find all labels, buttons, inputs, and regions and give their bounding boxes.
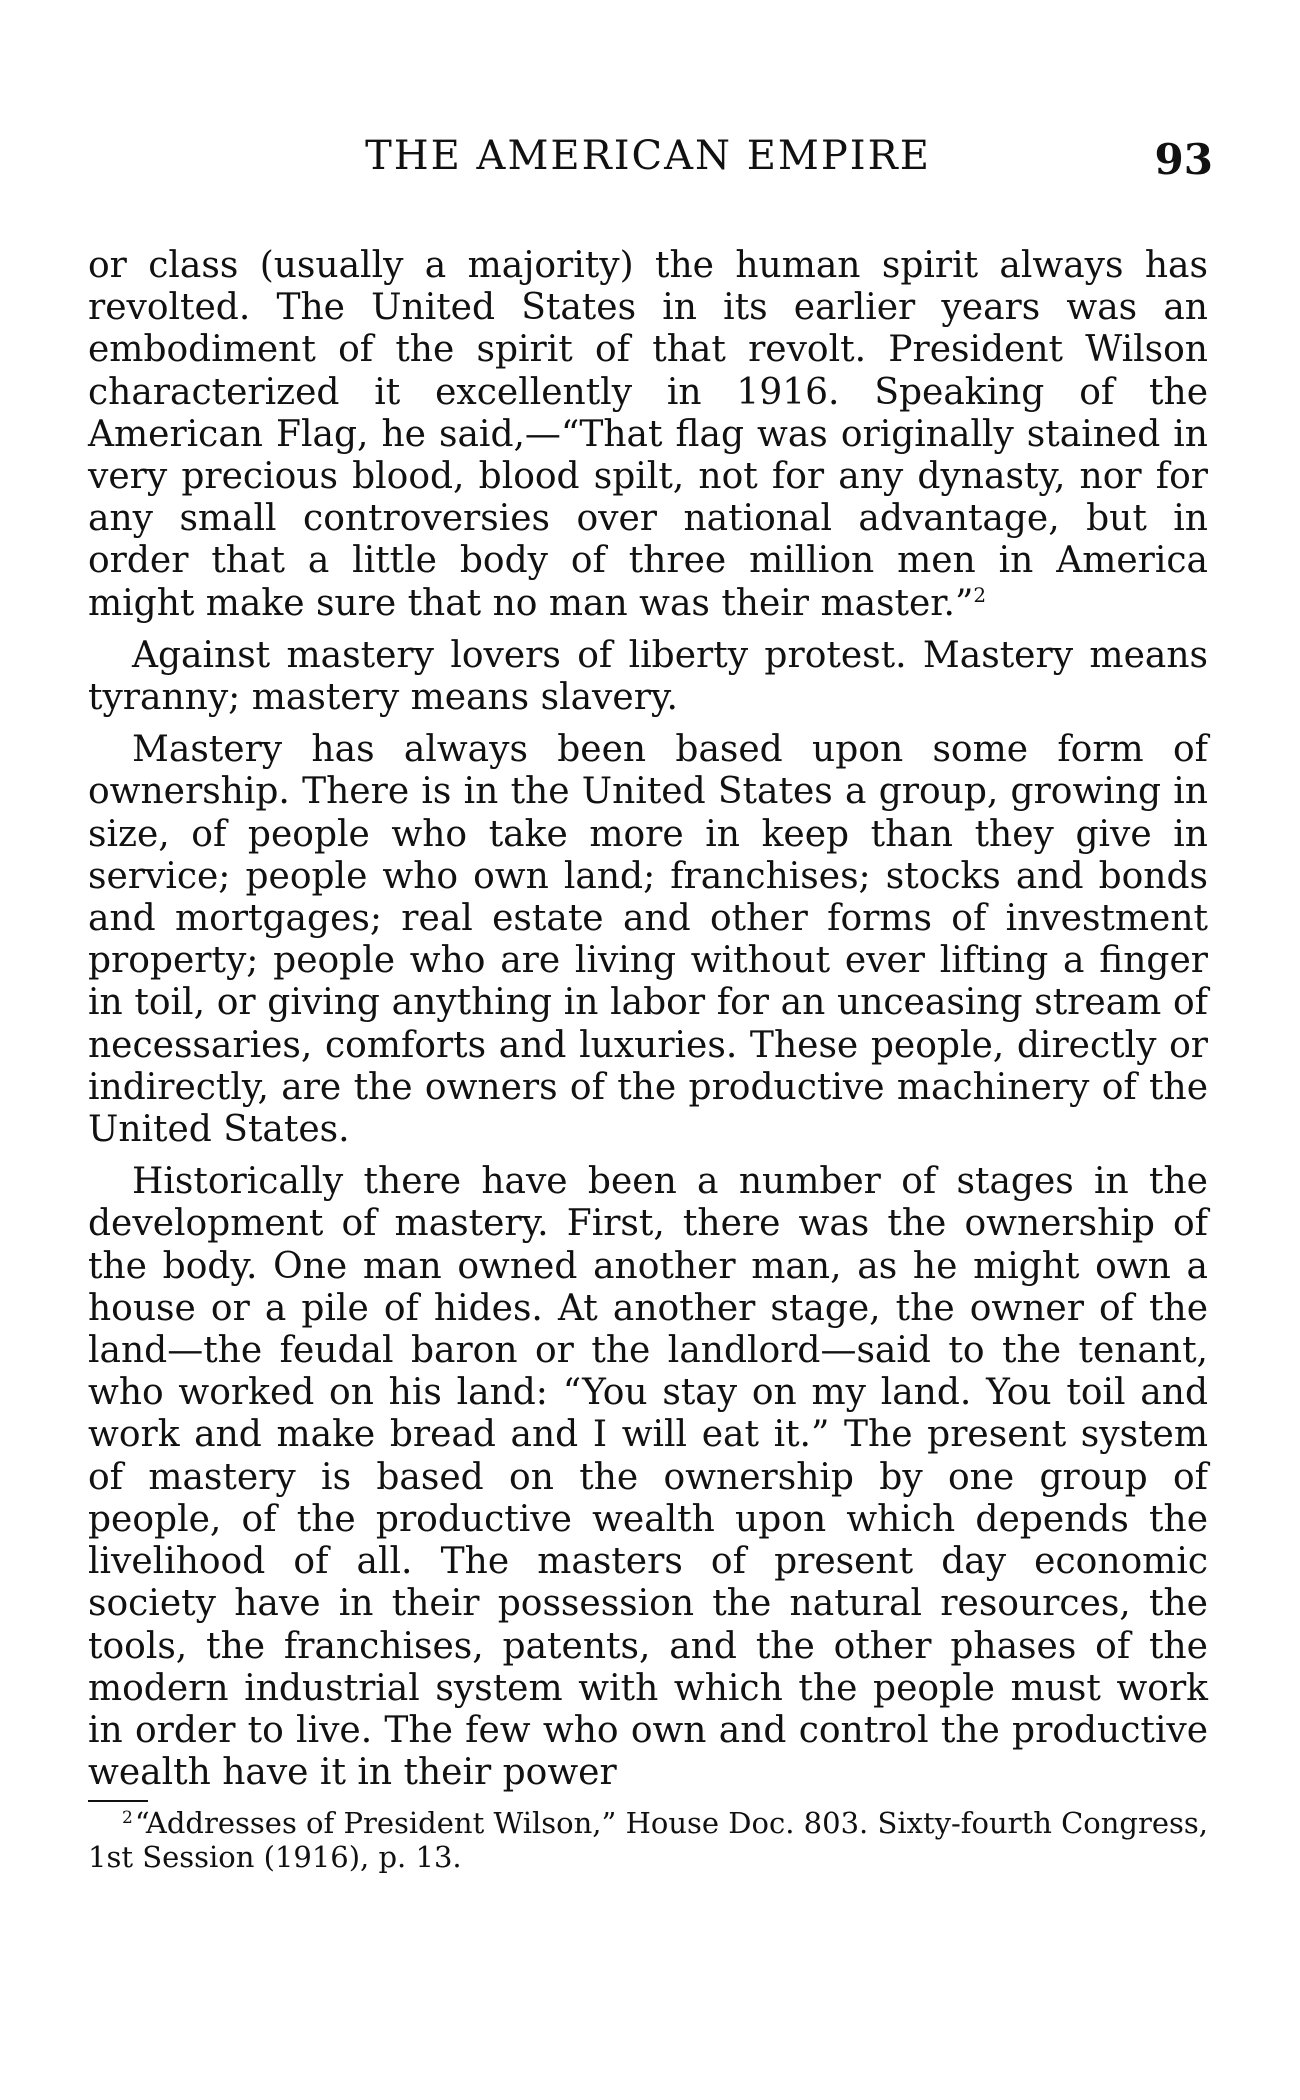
paragraph: Historically there have been a number of stages in the development of mastery. First, there was the ownership of the body. One man owned another man, as he might own a house or a pile of hides. At another stage, the owner of the land—the feudal baron or the landlord—said to the tenant, who worked on his land: “You stay on my land. You toil and work and make bread and I will eat it.” The present system of mastery is based on the ownership by one group of people, of the productive wealth upon which depends the livelihood of all. The masters of present day economic society have in their possession the natural resources, the tools, the franchises, patents, and the other phases of the modern industrial system with which the people must work in order to live. The few who own and control the productive wealth have it in their power — [88, 1161, 1208, 1794]
footnote-number: 2 — [122, 1807, 133, 1828]
running-header — [88, 130, 1213, 190]
footnote — [88, 1806, 1208, 1874]
footnote-text: “Addresses of President Wilson,” House Doc. 803. Sixty-fourth Congress, 1st Session (1916), p. 13. — [88, 1806, 1208, 1875]
paragraph: Against mastery lovers of liberty protest. Mastery means tyranny; mastery means slavery. — [88, 634, 1208, 719]
page-number: 93 — [1154, 135, 1213, 184]
book-page — [88, 130, 1213, 1875]
footnote-marker: 2 — [973, 582, 987, 607]
paragraph — [88, 245, 1208, 625]
body-text — [88, 245, 1208, 1794]
footnote-divider — [88, 1800, 148, 1802]
running-title: THE AMERICAN EMPIRE — [365, 133, 931, 179]
paragraph-text: or class (usually a majority) the human spirit always has revolted. The United States in its earlier years was an embodiment of the spirit of that revolt. President Wilson characterized it excellently in 1916. Speaking of the American Flag, he said,—“That flag was originally stained in very precious blood, blood spilt, not for any dynasty, nor for any small controversies over national advantage, but in order that a little body of three million men in America might make sure that no man was their master.” — [88, 245, 1208, 624]
paragraph: Mastery has always been based upon some form of ownership. There is in the United States a group, growing in size, of people who take more in keep than they give in service; people who own land; franchises; stocks and bonds and mortgages; real estate and other forms of investment property; people who are living without ever lifting a finger in toil, or giving anything in labor for an unceasing stream of necessaries, comforts and luxuries. These people, directly or indirectly, are the owners of the productive machinery of the United States. — [88, 729, 1208, 1151]
